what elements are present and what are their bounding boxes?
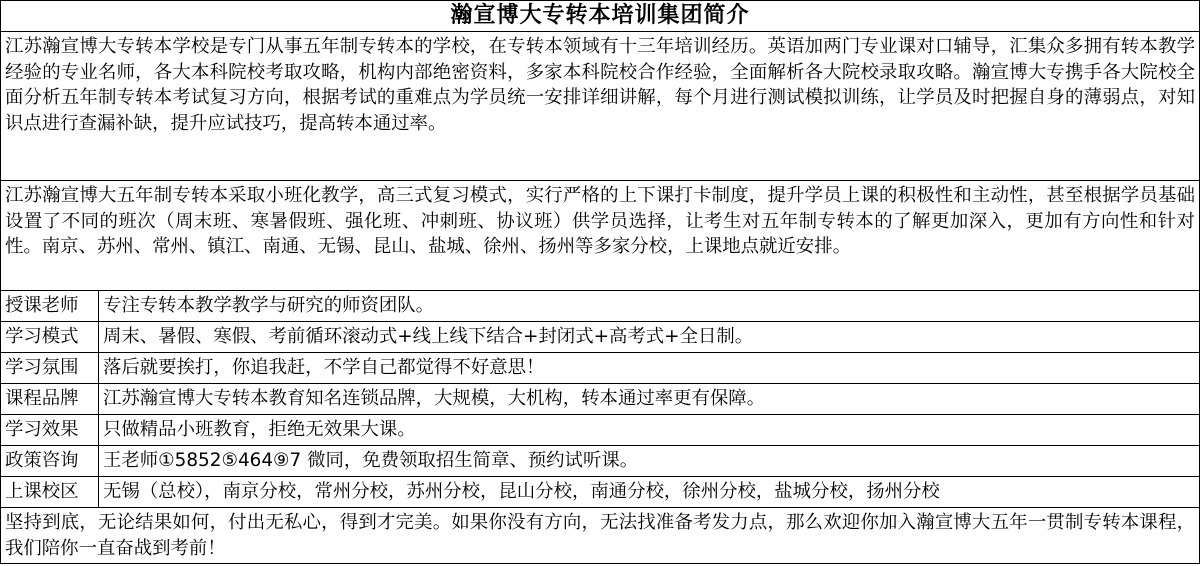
row-value: 专注专转本教学教学与研究的师资团队。: [103, 295, 435, 316]
document-title: 瀚宣博大专转本培训集团简介: [1, 1, 1199, 32]
info-row-consult: [1, 446, 1199, 477]
row-value: 江苏瀚宣博大专转本教育知名连锁品牌，大规模，大机构，转本通过率更有保障。: [103, 388, 766, 409]
row-label: 学习效果: [1, 415, 99, 445]
info-row-study-mode: [1, 322, 1199, 353]
row-value: 落后就要挨打，你追我赶，不学自己都觉得不好意思！: [103, 357, 545, 378]
row-value: 周末、暑假、寒假、考前循环滚动式+线上线下结合+封闭式+高考式+全日制。: [103, 326, 754, 347]
row-label: 政策咨询: [1, 446, 99, 476]
row-label: 课程品牌: [1, 384, 99, 414]
intro-paragraph-2: 江苏瀚宣博大五年制专转本采取小班化教学，高三式复习模式，实行严格的上下课打卡制度，提升学员上课的积极性和主动性，甚至根据学员基础设置了不同的班次（周末班、寒暑假班、强化班、冲刺班、协议班）供学员选择，让考生对五年制专转本的了解更加深入，更加有方向性和针对性。南京、苏州、常州、镇江、南通、无锡、昆山、盐城、徐州、扬州等多家分校，上课地点就近安排。: [1, 181, 1199, 291]
info-row-teachers: [1, 291, 1199, 322]
info-row-brand: [1, 384, 1199, 415]
row-label: 学习模式: [1, 322, 99, 352]
row-label: 学习氛围: [1, 353, 99, 383]
info-row-effect: [1, 415, 1199, 446]
row-value: 无锡（总校），南京分校，常州分校，苏州分校，昆山分校，南通分校，徐州分校，盐城分校，扬州分校: [103, 481, 940, 502]
row-label: 授课老师: [1, 291, 99, 321]
info-row-atmosphere: [1, 353, 1199, 384]
closing-paragraph: 坚持到底，无论结果如何，付出无私心，得到才完美。如果你没有方向，无法找准备考发力点，那么欢迎你加入瀚宣博大五年一贯制专转本课程，我们陪你一直奋战到考前！: [5, 512, 1195, 559]
row-label: 上课校区: [1, 477, 99, 507]
row-value: 只做精品小班教育，拒绝无效果大课。: [103, 419, 416, 440]
info-row-campuses: [1, 477, 1199, 508]
row-value: 王老师①5852⑤464⑨7 微同，免费领取招生简章、预约试听课。: [103, 450, 639, 471]
intro-paragraph-1: 江苏瀚宣博大专转本学校是专门从事五年制专转本的学校，在专转本领域有十三年培训经历。英语加两门专业课对口辅导，汇集众多拥有转本教学经验的专业名师，各大本科院校考取攻略，机构内部绝密资料，多家本科院校合作经验，全面解析各大院校录取攻略。瀚宣博大专携手各大院校全面分析五年制专转本考试复习方向，根据考试的重难点为学员统一安排详细讲解，每个月进行测试模拟训练，让学员及时把握自身的薄弱点，对知识点进行查漏补缺，提升应试技巧，提高转本通过率。: [1, 32, 1199, 181]
